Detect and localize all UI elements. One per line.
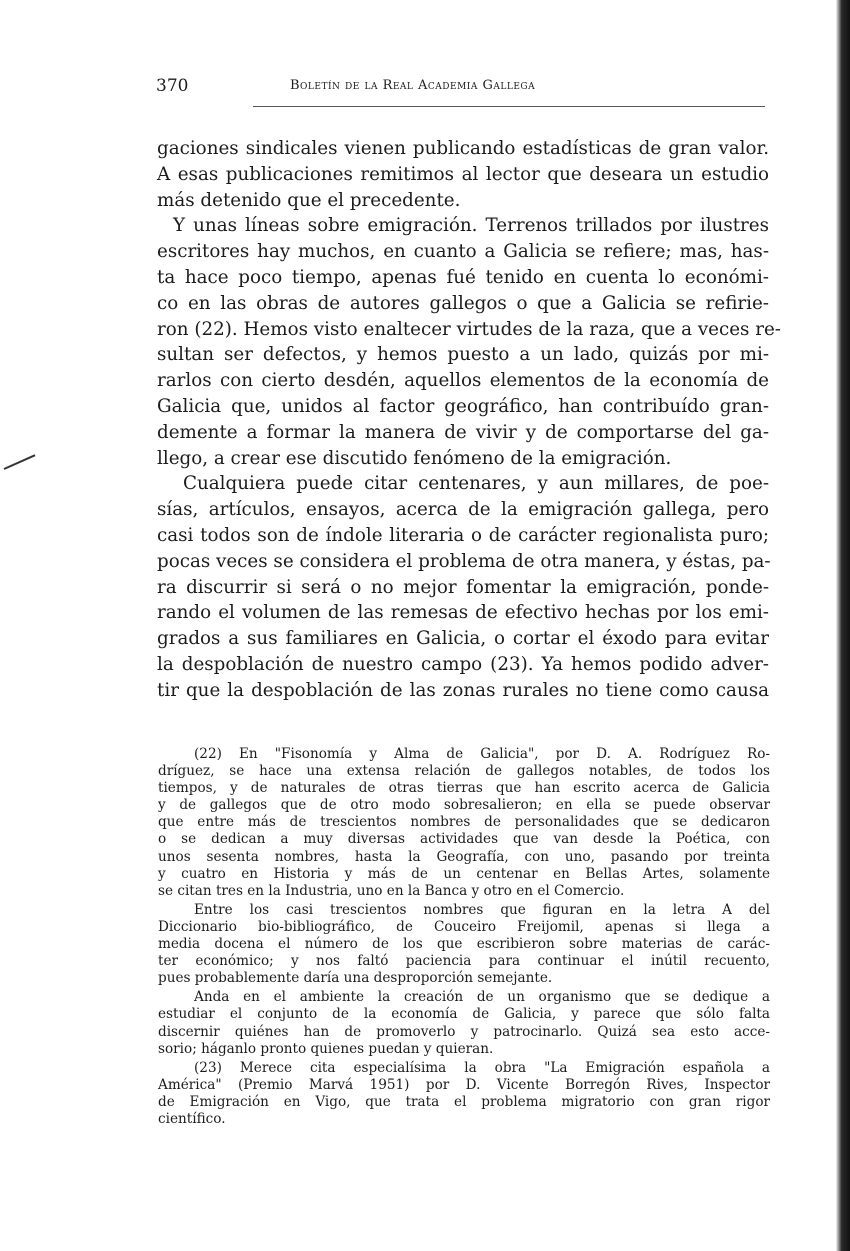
footnote-line: que entre más de trescientos nombres de personalidades que se dedicaron [158, 814, 770, 831]
footnote-line: Anda en el ambiente la creación de un organismo que se dedique a [194, 989, 770, 1006]
footnote-line: estudiar el conjunto de la economía de Galicia, y parece que sólo falta [158, 1006, 770, 1023]
body-line: co en las obras de autores gallegos o que a Galicia se refirie- [157, 292, 769, 314]
footnote-line: (22) En "Fisonomía y Alma de Galicia", por D. A. Rodríguez Ro- [194, 746, 770, 762]
footnote-line: discernir quiénes han de promoverlo y patrocinarlo. Quizá sea esto acce- [158, 1023, 770, 1040]
footnote-line: se citan tres en la Industria, uno en la Banca y otro en el Comercio. [158, 882, 625, 899]
footnote-line: (23) Merece cita especialísima la obra "La Emigración española a [194, 1059, 770, 1076]
footnote-line: Entre los casi trescientos nombres que figuran en la letra A del [194, 901, 770, 918]
footnote-line: pues probablemente daría una desproporción semejante. [158, 970, 553, 987]
body-line: grados a sus familiares en Galicia, o cortar el éxodo para evitar [157, 628, 769, 650]
body-line: llego, a crear ese discutido fenómeno de la emigración. [157, 447, 672, 469]
body-line: gaciones sindicales vienen publicando estadísticas de gran valor. [157, 138, 769, 159]
footnote-line: sorio; háganlo pronto quienes puedan y quieran. [158, 1040, 494, 1057]
body-line: demente a formar la manera de vivir y de comportarse del ga- [157, 421, 769, 443]
body-line: Galicia que, unidos al factor geográfico, han contribuído gran- [157, 395, 769, 417]
body-line: casi todos son de índole literaria o de carácter regionalista puro; [157, 524, 769, 546]
page-header [156, 76, 768, 102]
footnote-line: unos sesenta nombres, hasta la Geografía, con uno, pasando por treinta [158, 848, 770, 865]
footnote-line: América" (Premio Marvá 1951) por D. Vicente Borregón Rives, Inspector [158, 1076, 770, 1093]
body-line: sultan ser defectos, y hemos puesto a un lado, quizás por mi- [157, 344, 769, 366]
margin-pencil-mark [4, 454, 36, 470]
footnote-line: y de gallegos que de otro modo sobresalieron; en ella se puede observar [158, 797, 770, 814]
footnote-line: tiempos, y de naturales de otras tierras que han escrito acerca de Galicia [158, 780, 770, 797]
footnote-line: de Emigración en Vigo, que trata el problema migratorio con gran rigor [158, 1093, 770, 1110]
running-title: Boletín de la Real Academia Gallega [290, 78, 536, 93]
header-rule [253, 106, 765, 107]
scan-border-shadow [836, 0, 850, 1251]
footnote-line: y cuatro en Historia y más de un centenar en Bellas Artes, solamente [158, 865, 770, 882]
body-line: rando el volumen de las remesas de efectivo hechas por los emi- [157, 602, 769, 624]
body-line: A esas publicaciones remitimos al lector que deseara un estudio [157, 163, 769, 185]
footnotes [158, 746, 770, 1128]
body-line: escritores hay muchos, en cuanto a Galicia se refiere; mas, has- [157, 241, 769, 263]
footnote-line: Diccionario bio-bibliográfico, de Couceiro Freijomil, apenas si llega a [158, 918, 770, 935]
footnote-line: ter económico; y nos faltó paciencia para continuar el inútil recuento, [158, 953, 770, 970]
body-line: ra discurrir si será o no mejor fomentar la emigración, ponde- [157, 576, 769, 598]
body-line: Y unas líneas sobre emigración. Terrenos trillados por ilustres [173, 215, 769, 237]
footnote-line: dríguez, se hace una extensa relación de gallegos notables, de todos los [158, 763, 770, 780]
body-line: pocas veces se considera el problema de otra manera, y éstas, pa- [157, 550, 771, 572]
main-text [157, 136, 781, 704]
body-line: Cualquiera puede citar centenares, y aun millares, de poe- [183, 473, 769, 495]
footnote-line: o se dedican a muy diversas actividades que van desde la Poética, con [158, 831, 770, 848]
body-line: ron (22). Hemos visto enaltecer virtudes de la raza, que a veces re- [157, 318, 781, 340]
body-line: más detenido que el precedente. [157, 189, 461, 211]
body-line: rarlos con cierto desdén, aquellos elementos de la economía de [157, 370, 769, 392]
footnote-line: científico. [158, 1110, 226, 1127]
body-line: sías, artículos, ensayos, acerca de la emigración gallega, pero [157, 499, 769, 521]
page-number: 370 [156, 76, 189, 96]
body-line: la despoblación de nuestro campo (23). Ya hemos podido adver- [157, 653, 769, 675]
body-line: tir que la despoblación de las zonas rurales no tiene como causa [157, 679, 769, 701]
body-line: ta hace poco tiempo, apenas fué tenido en cuenta lo económi- [157, 266, 769, 288]
footnote-line: media docena el número de los que escribieron sobre materias de carác- [158, 936, 770, 953]
